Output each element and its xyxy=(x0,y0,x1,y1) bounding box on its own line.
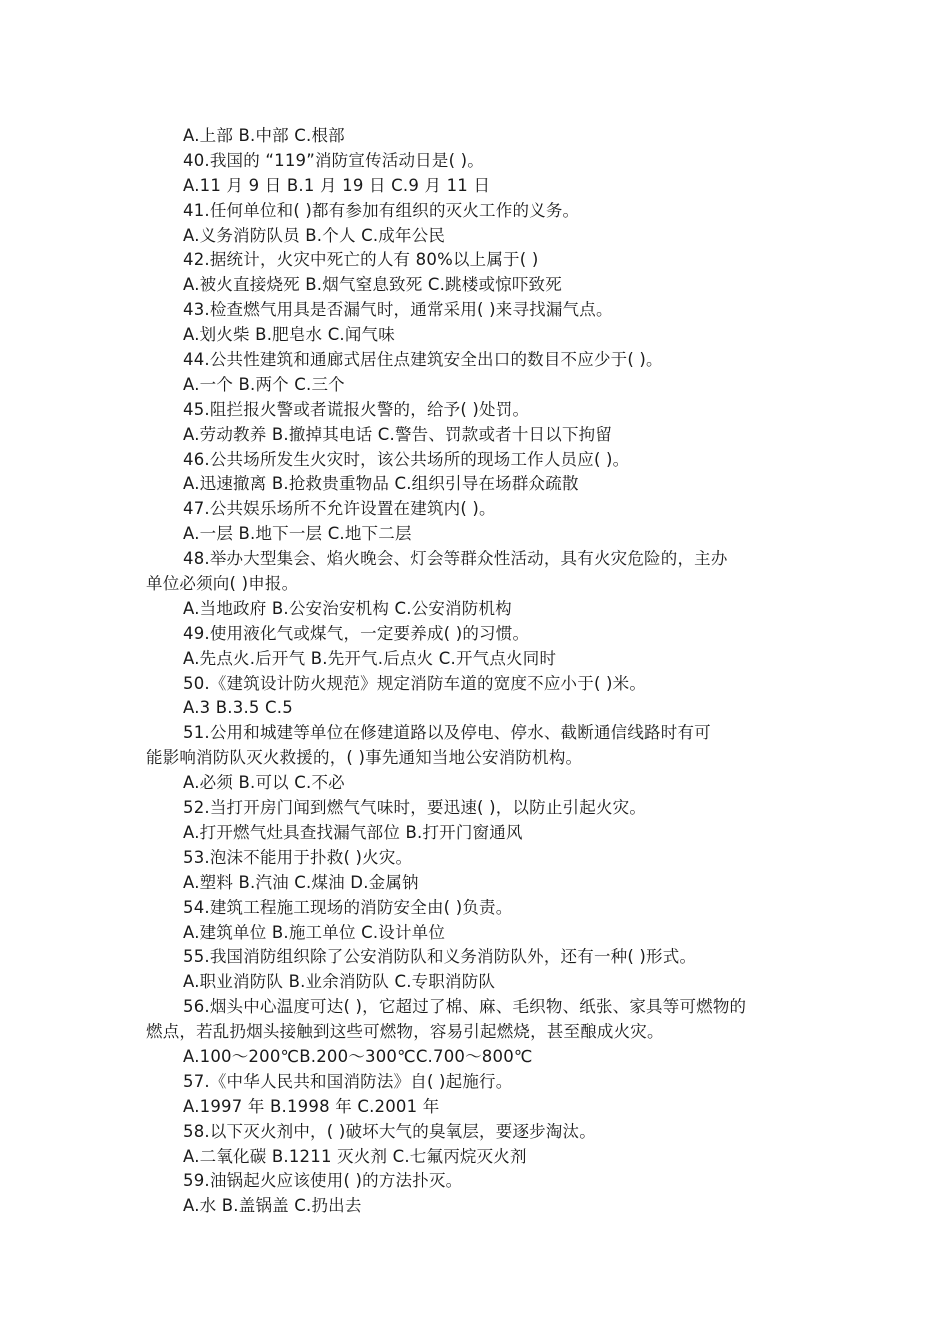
question-52: 52.当打开房门闻到燃气气味时，要迅速( )，以防止引起火灾。 xyxy=(183,798,647,818)
answer-options-46: A.迅速撤离 B.抢救贵重物品 C.组织引导在场群众疏散 xyxy=(183,474,579,494)
question-51-line-2: 能影响消防队灭火救援的，( )事先通知当地公安消防机构。 xyxy=(146,748,583,768)
answer-options-54: A.建筑单位 B.施工单位 C.设计单位 xyxy=(183,922,446,942)
question-53: 53.泡沫不能用于扑救( )火灾。 xyxy=(183,847,413,867)
question-57: 57.《中华人民共和国消防法》自( )起施行。 xyxy=(183,1071,513,1091)
question-42: 42.据统计，火灾中死亡的人有 80%以上属于( ) xyxy=(183,250,539,270)
answer-options-47: A.一层 B.地下一层 C.地下二层 xyxy=(183,524,412,544)
question-47: 47.公共娱乐场所不允许设置在建筑内( )。 xyxy=(183,499,496,519)
answer-options-40: A.11 月 9 日 B.1 月 19 日 C.9 月 11 日 xyxy=(183,175,491,195)
answer-options-42: A.被火直接烧死 B.烟气窒息致死 C.跳楼或惊吓致死 xyxy=(183,275,562,295)
answer-options-55: A.职业消防队 B.业余消防队 C.专职消防队 xyxy=(183,972,496,992)
answer-options-58: A.二氧化碳 B.1211 灭火剂 C.七氟丙烷灭火剂 xyxy=(183,1146,527,1166)
question-55: 55.我国消防组织除了公安消防队和义务消防队外，还有一种( )形式。 xyxy=(183,947,697,967)
answer-options-50: A.3 B.3.5 C.5 xyxy=(183,698,293,718)
answer-options-51: A.必须 B.可以 C.不必 xyxy=(183,773,345,793)
answer-options-44: A.一个 B.两个 C.三个 xyxy=(183,374,345,394)
answer-options-56: A.100～200℃B.200～300℃C.700～800℃ xyxy=(183,1046,533,1066)
question-44: 44.公共性建筑和通廊式居住点建筑安全出口的数目不应少于( )。 xyxy=(183,350,663,370)
answer-options-53: A.塑料 B.汽油 C.煤油 D.金属钠 xyxy=(183,872,419,892)
question-40: 40.我国的 “119”消防宣传活动日是( )。 xyxy=(183,150,484,170)
question-48-line-1: 48.举办大型集会、焰火晚会、灯会等群众性活动，具有火灾危险的，主办 xyxy=(183,549,728,569)
question-49: 49.使用液化气或煤气，一定要养成( )的习惯。 xyxy=(183,623,530,643)
question-54: 54.建筑工程施工现场的消防安全由( )负责。 xyxy=(183,897,513,917)
question-56-line-2: 燃点，若乱扔烟头接触到这些可燃物，容易引起燃烧，甚至酿成火灾。 xyxy=(146,1022,664,1042)
answer-options-39: A.上部 B.中部 C.根部 xyxy=(183,126,345,145)
question-48-line-2: 单位必须向( )申报。 xyxy=(146,574,299,594)
question-59: 59.油锅起火应该使用( )的方法扑灭。 xyxy=(183,1171,463,1191)
question-43: 43.检查燃气用具是否漏气时，通常采用( )来寻找漏气点。 xyxy=(183,300,613,320)
question-50: 50.《建筑设计防火规范》规定消防车道的宽度不应小于( )米。 xyxy=(183,673,647,693)
answer-options-52: A.打开燃气灶具查找漏气部位 B.打开门窗通风 xyxy=(183,822,523,842)
question-58: 58.以下灭火剂中，( )破坏大气的臭氧层，要逐步淘汰。 xyxy=(183,1121,596,1141)
question-51-line-1: 51.公用和城建等单位在修建道路以及停电、停水、截断通信线路时有可 xyxy=(183,723,711,743)
answer-options-57: A.1997 年 B.1998 年 C.2001 年 xyxy=(183,1096,440,1116)
answer-options-48: A.当地政府 B.公安治安机构 C.公安消防机构 xyxy=(183,598,512,618)
answer-options-43: A.划火柴 B.肥皂水 C.闻气味 xyxy=(183,325,395,345)
question-56-line-1: 56.烟头中心温度可达( )，它超过了棉、麻、毛织物、纸张、家具等可燃物的 xyxy=(183,997,747,1017)
answer-options-49: A.先点火.后开气 B.先开气.后点火 C.开气点火同时 xyxy=(183,648,557,668)
answer-options-45: A.劳动教养 B.撤掉其电话 C.警告、罚款或者十日以下拘留 xyxy=(183,424,613,444)
question-list xyxy=(146,124,794,1219)
question-41: 41.任何单位和( )都有参加有组织的灭火工作的义务。 xyxy=(183,200,580,220)
question-45: 45.阻拦报火警或者谎报火警的，给予( )处罚。 xyxy=(183,399,530,419)
answer-options-59: A.水 B.盖锅盖 C.扔出去 xyxy=(183,1196,362,1216)
answer-options-41: A.义务消防队员 B.个人 C.成年公民 xyxy=(183,225,446,245)
question-46: 46.公共场所发生火灾时，该公共场所的现场工作人员应( )。 xyxy=(183,449,630,469)
